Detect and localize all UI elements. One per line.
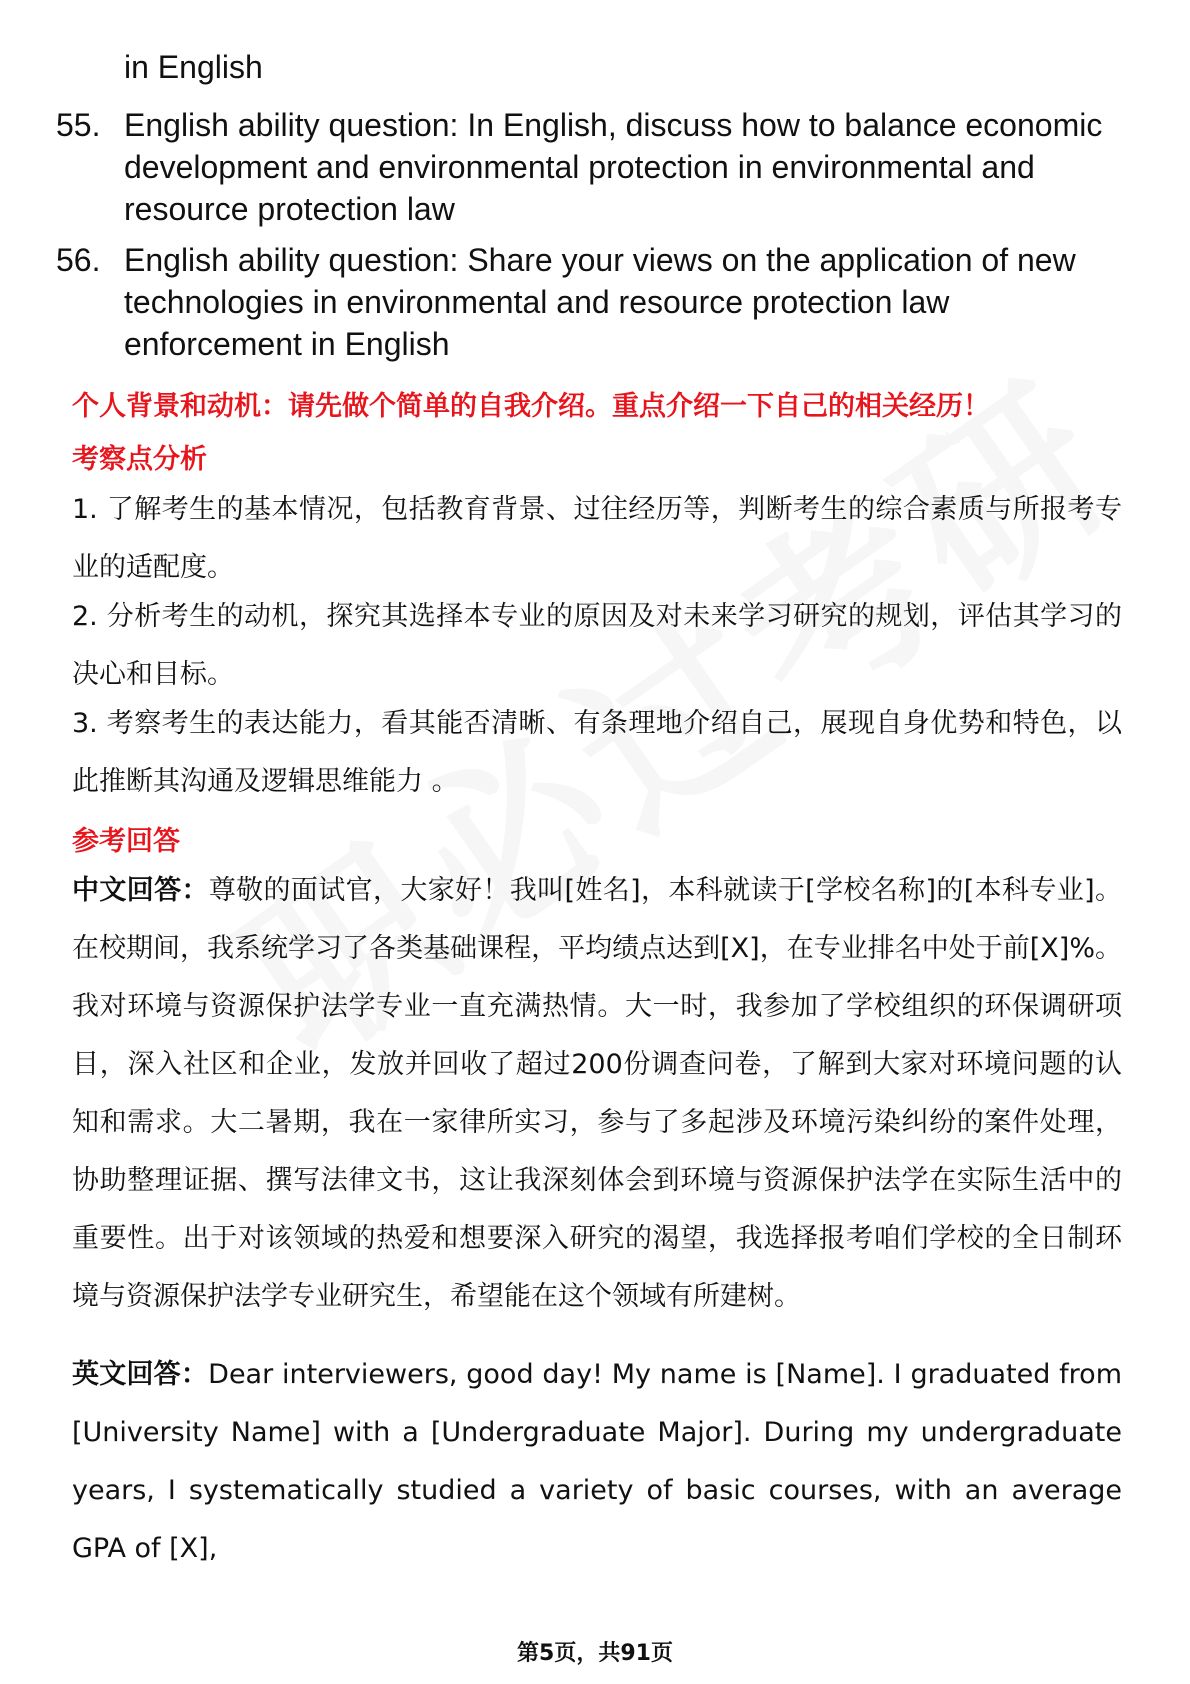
chinese-answer bbox=[72, 862, 1122, 1326]
section-title: 个人背景和动机：请先做个简单的自我介绍。重点介绍一下自己的相关经历！ bbox=[72, 391, 990, 422]
chinese-answer-label: 中文回答： bbox=[72, 875, 209, 906]
english-answer-text: Dear interviewers, good day! My name is [Name]. I graduated from [University Name] with a [Undergraduate Major]. During my undergraduate years, I systematically studied a variety of basic courses, with an average GPA of [X], bbox=[72, 1359, 1123, 1564]
analysis-point: 1. 了解考生的基本情况，包括教育背景、过往经历等，判断考生的综合素质与所报考专业的适配度。 bbox=[72, 494, 1122, 583]
analysis-point: 2. 分析考生的动机，探究其选择本专业的原因及对未来学习研究的规划，评估其学习的决心和目标。 bbox=[72, 601, 1122, 690]
english-answer bbox=[72, 1346, 1122, 1578]
question-number: 55. bbox=[56, 107, 101, 143]
chinese-answer-text: 尊敬的面试官，大家好！我叫[姓名]，本科就读于[学校名称]的[本科专业]。在校期间，我系统学习了各类基础课程，平均绩点达到[X]，在专业排名中处于前[X]%。我对环境与资源保护法学专业一直充满热情。大一时，我参加了学校组织的环保调研项目，深入社区和企业，发放并回收了超过200份调查问卷，了解到大家对环境问题的认知和需求。大二暑期，我在一家律所实习，参与了多起涉及环境污染纠纷的案件处理，协助整理证据、撰写法律文书，这让我深刻体会到环境与资源保护法学在实际生活中的重要性。出于对该领域的热爱和想要深入研究的渴望，我选择报考咱们学校的全日制环境与资源保护法学专业研究生，希望能在这个领域有所建树。 bbox=[72, 875, 1123, 1312]
answer-heading: 参考回答 bbox=[72, 826, 180, 857]
analysis-point: 3. 考察考生的表达能力，看其能否清晰、有条理地介绍自己，展现自身优势和特色，以此推断其沟通及逻辑思维能力 。 bbox=[72, 708, 1122, 797]
question-carry-over bbox=[56, 46, 1136, 88]
page-footer: 第5页，共91页 bbox=[517, 1641, 673, 1666]
english-answer-label: 英文回答： bbox=[72, 1359, 209, 1390]
question-item bbox=[56, 104, 1136, 230]
question-text: English ability question: In English, discuss how to balance economic development and environmental protection in environmental and resource protection law bbox=[124, 107, 1103, 227]
question-carry-over-text: in English bbox=[124, 49, 263, 85]
question-item bbox=[56, 239, 1136, 365]
question-number: 56. bbox=[56, 242, 101, 278]
question-text: English ability question: Share your views on the application of new technologies in environmental and resource protection law enforcement in English bbox=[124, 242, 1076, 362]
analysis-heading: 考察点分析 bbox=[72, 444, 207, 475]
